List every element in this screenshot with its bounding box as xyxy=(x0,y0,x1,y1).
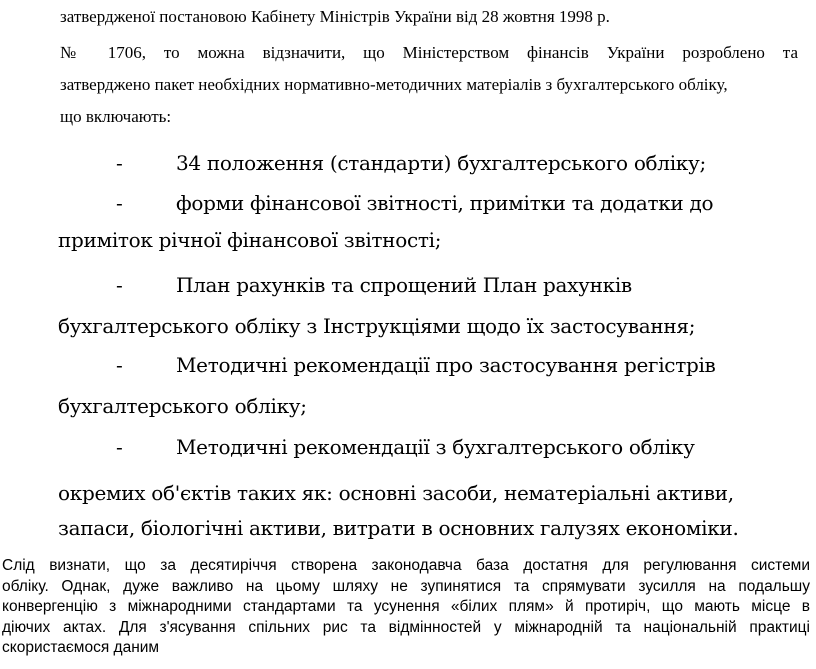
conclusion-line-5: скористаємося даним xyxy=(2,639,160,656)
intro-line-4: що включають: xyxy=(60,107,172,126)
list-item-text: форми фінансової звітності, примітки та додатки до xyxy=(176,191,714,215)
list-item-text-continued: бухгалтерського обліку; xyxy=(58,394,307,418)
list-item-text-continued: бухгалтерського обліку з Інструкціями щодо їх застосування; xyxy=(58,314,696,338)
list-dash: - xyxy=(116,353,123,377)
conclusion-paragraph xyxy=(2,556,810,659)
list-dash: - xyxy=(116,191,123,215)
intro-line-2: № 1706, то можна відзначити, що Міністерством фінансів України розроблено та xyxy=(60,43,798,62)
conclusion-line-2: обліку. Однак, дуже важливо на цьому шляху не зупинятися та спрямувати зусилля на подальшу xyxy=(2,577,810,595)
list-dash: - xyxy=(116,151,123,175)
conclusion-line-4: діючих актах. Для з'ясування спільних рис та відмінностей у міжнародній та національній практиці xyxy=(2,618,810,636)
list-item-text: План рахунків та спрощений План рахунків xyxy=(176,273,632,297)
list-item-text-continued: запаси, біологічні активи, витрати в основних галузях економіки. xyxy=(58,516,739,540)
list-item-text: Методичні рекомендації про застосування регістрів xyxy=(176,353,716,377)
intro-line-3: затверджено пакет необхідних нормативно-методичних матеріалів з бухгалтерського обліку, xyxy=(60,75,728,94)
conclusion-line-1: Слід визнати, що за десятиріччя створена законодавча база достатня для регулювання системи xyxy=(2,557,810,574)
list-item-text: Методичні рекомендації з бухгалтерського обліку xyxy=(176,435,695,459)
list-item-text-continued: окремих об'єктів таких як: основні засоби, нематеріальні активи, xyxy=(58,481,734,505)
conclusion-line-3: конвергенцію з міжнародними стандартами та усунення «білих плям» й протиріч, що мають місце в xyxy=(2,598,810,615)
list-dash: - xyxy=(116,273,123,297)
list-item-text-continued: приміток річної фінансової звітності; xyxy=(58,228,442,252)
list-dash: - xyxy=(116,435,123,459)
list-item-text: 34 положення (стандарти) бухгалтерського обліку; xyxy=(176,151,706,175)
intro-line-1: затвердженої постановою Кабінету Міністрів України від 28 жовтня 1998 р. xyxy=(60,7,610,26)
